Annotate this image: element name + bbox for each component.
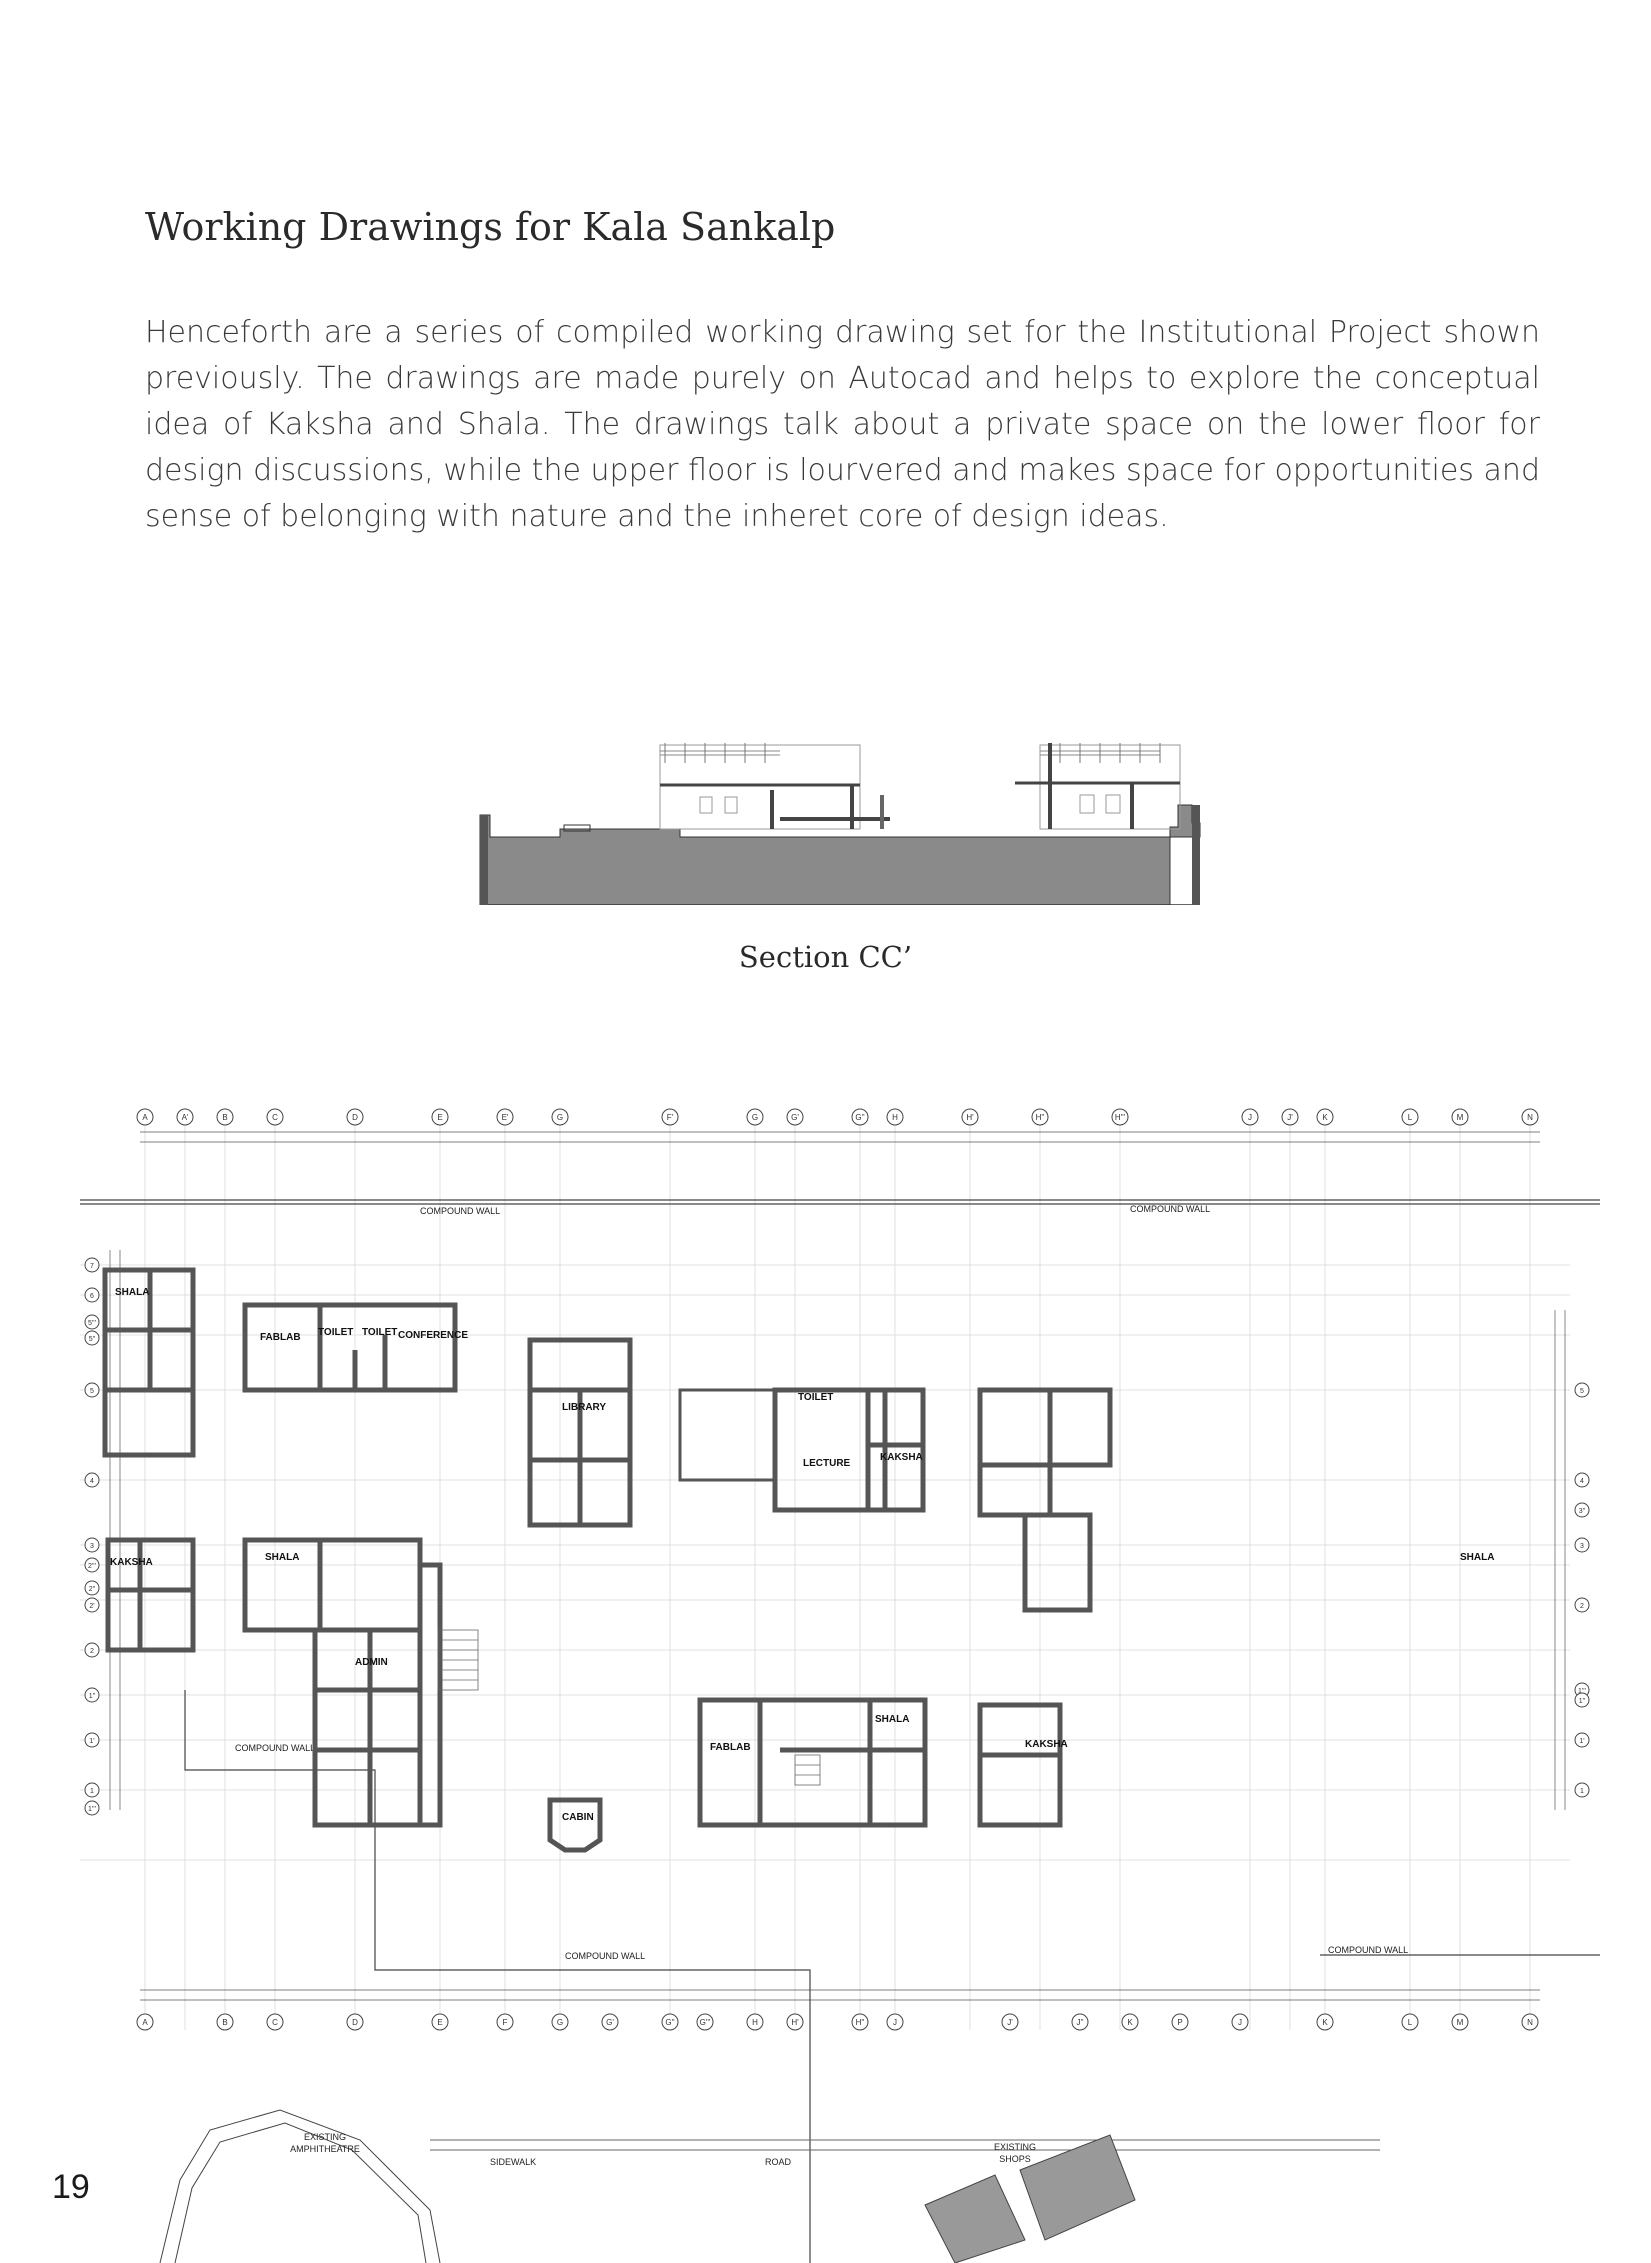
compound-wall-label: COMPOUND WALL — [420, 1206, 501, 1216]
svg-text:H': H' — [791, 2018, 799, 2027]
compound-wall-label: COMPOUND WALL — [1328, 1945, 1409, 1955]
svg-text:G': G' — [606, 2018, 614, 2027]
svg-text:4: 4 — [90, 1478, 94, 1485]
staircases — [438, 1630, 820, 1785]
svg-text:B: B — [222, 1113, 228, 1122]
svg-text:N: N — [1527, 1113, 1533, 1122]
svg-text:5''': 5''' — [88, 1320, 96, 1327]
svg-text:5'': 5'' — [88, 1336, 96, 1343]
svg-text:1': 1' — [1579, 1738, 1585, 1745]
svg-text:D: D — [352, 2018, 358, 2027]
room-toilet: TOILET — [798, 1392, 834, 1403]
amphitheatre-label: AMPHITHEATRE — [290, 2144, 360, 2154]
svg-text:J': J' — [1287, 1113, 1293, 1122]
svg-text:G: G — [556, 2018, 564, 2027]
svg-text:K: K — [1322, 1113, 1328, 1122]
room-fablab: FABLAB — [710, 1742, 751, 1753]
svg-text:2''': 2''' — [88, 1563, 96, 1570]
svg-text:P: P — [1177, 2018, 1183, 2027]
svg-text:F: F — [502, 2018, 508, 2027]
room-shala: SHALA — [1460, 1552, 1495, 1563]
room-kaksha: KAKSHA — [110, 1557, 153, 1568]
svg-text:J: J — [1248, 1113, 1252, 1122]
svg-text:C: C — [272, 2018, 278, 2027]
plan-grid-lines — [80, 1120, 1570, 2030]
section-wall-left — [480, 815, 488, 905]
section-caption: Section CC’ — [738, 940, 913, 974]
svg-text:L: L — [1407, 1113, 1413, 1122]
svg-text:J': J' — [1007, 2018, 1013, 2027]
existing-amphitheatre — [160, 2110, 440, 2263]
section-building-left — [660, 745, 860, 829]
svg-text:3'': 3'' — [1578, 1508, 1586, 1515]
svg-text:4: 4 — [1580, 1478, 1584, 1485]
svg-text:M: M — [1456, 1113, 1464, 1122]
svg-text:D: D — [352, 1113, 358, 1122]
svg-text:1: 1 — [90, 1788, 94, 1795]
svg-text:G'': G'' — [665, 2018, 675, 2027]
room-fablab: FABLAB — [260, 1332, 301, 1343]
intro-paragraph: Henceforth are a series of compiled working drawing set for the Institutional Project shown previously. The drawings are made purely on Autocad and helps to explore the conceptual idea of Kaksha and Shala. The drawings talk about a private space on the lower floor for design discussions, while the upper floor is lourvered and makes space for opportunities and sense of belonging with nature and the inheret core of design ideas. — [145, 315, 1540, 534]
svg-text:5: 5 — [90, 1388, 94, 1395]
svg-text:A': A' — [181, 1113, 189, 1122]
svg-text:2: 2 — [90, 1648, 94, 1655]
svg-text:J: J — [1238, 2018, 1242, 2027]
section-courtyard — [780, 817, 890, 821]
svg-text:A: A — [142, 1113, 148, 1122]
room-library: LIBRARY — [562, 1402, 607, 1413]
svg-text:J: J — [893, 2018, 897, 2027]
svg-text:K: K — [1127, 2018, 1133, 2027]
svg-text:F': F' — [666, 1113, 674, 1122]
svg-text:G: G — [556, 1113, 564, 1122]
svg-text:K: K — [1322, 2018, 1328, 2027]
grid-bubbles-top — [137, 1109, 1538, 1125]
room-admin: ADMIN — [355, 1657, 388, 1668]
svg-text:H': H' — [966, 1113, 974, 1122]
room-conference: CONFERENCE — [398, 1330, 469, 1341]
svg-text:6: 6 — [90, 1293, 94, 1300]
svg-text:G'': G'' — [855, 1113, 865, 1122]
room-toilet: TOILET — [318, 1327, 354, 1338]
svg-text:L: L — [1407, 2018, 1413, 2027]
svg-text:H: H — [752, 2018, 758, 2027]
svg-text:5: 5 — [1580, 1388, 1584, 1395]
svg-text:J'': J'' — [1076, 2018, 1084, 2027]
svg-text:H'': H'' — [855, 2018, 865, 2027]
svg-text:H'': H'' — [1035, 1113, 1045, 1122]
svg-text:G: G — [751, 1113, 759, 1122]
svg-text:E': E' — [501, 1113, 509, 1122]
svg-text:B: B — [222, 2018, 228, 2027]
svg-text:2: 2 — [1580, 1603, 1584, 1610]
plan-buildings — [105, 1270, 1110, 1850]
svg-text:1'': 1'' — [1578, 1698, 1586, 1705]
svg-text:3: 3 — [90, 1543, 94, 1550]
svg-text:E: E — [437, 1113, 443, 1122]
room-toilet: TOILET — [362, 1327, 398, 1338]
room-cabin: CABIN — [562, 1812, 594, 1823]
room-shala: SHALA — [875, 1714, 910, 1725]
section-cc-drawing — [470, 735, 1210, 905]
grid-bubbles-right — [1575, 1383, 1589, 1797]
page-title: Working Drawings for Kala Sankalp — [145, 205, 836, 249]
amphitheatre-label: EXISTING — [303, 2132, 347, 2142]
room-shala: SHALA — [265, 1552, 300, 1563]
svg-text:3: 3 — [1580, 1543, 1584, 1550]
roads — [430, 2140, 1380, 2150]
compound-wall-label: COMPOUND WALL — [565, 1951, 646, 1961]
ground-floor-plan — [80, 1090, 1600, 2263]
sidewalk-label: SIDEWALK — [490, 2157, 537, 2167]
svg-text:G''': G''' — [699, 2018, 711, 2027]
svg-text:H''': H''' — [1114, 1113, 1126, 1122]
svg-text:H: H — [892, 1113, 898, 1122]
svg-text:M: M — [1456, 2018, 1464, 2027]
section-wall-right — [1192, 805, 1200, 905]
page-number: 19 — [52, 2168, 90, 2206]
section-building-right — [1040, 745, 1180, 829]
svg-text:A: A — [142, 2018, 148, 2027]
svg-text:C: C — [272, 1113, 278, 1122]
room-lecture: LECTURE — [803, 1458, 851, 1469]
shops-label: EXISTING — [993, 2142, 1037, 2152]
room-kaksha: KAKSHA — [880, 1452, 923, 1463]
svg-text:1'': 1'' — [88, 1693, 96, 1700]
compound-wall-label: COMPOUND WALL — [235, 1743, 316, 1753]
svg-text:7: 7 — [90, 1263, 94, 1270]
svg-text:G': G' — [791, 1113, 799, 1122]
room-shala: SHALA — [115, 1287, 150, 1298]
grid-bubbles-bottom — [137, 2014, 1538, 2030]
svg-text:1''': 1''' — [1578, 1688, 1586, 1695]
road-label: ROAD — [765, 2157, 792, 2167]
shops-label: SHOPS — [999, 2154, 1031, 2164]
compound-walls — [80, 1200, 1600, 2263]
svg-text:N: N — [1527, 2018, 1533, 2027]
svg-text:2'': 2'' — [88, 1586, 96, 1593]
svg-text:1''': 1''' — [88, 1806, 96, 1813]
svg-text:1: 1 — [1580, 1788, 1584, 1795]
compound-wall-label: COMPOUND WALL — [1130, 1204, 1211, 1214]
svg-text:E: E — [437, 2018, 443, 2027]
room-kaksha: KAKSHA — [1025, 1739, 1068, 1750]
svg-text:2': 2' — [89, 1603, 95, 1610]
svg-text:1': 1' — [89, 1738, 95, 1745]
